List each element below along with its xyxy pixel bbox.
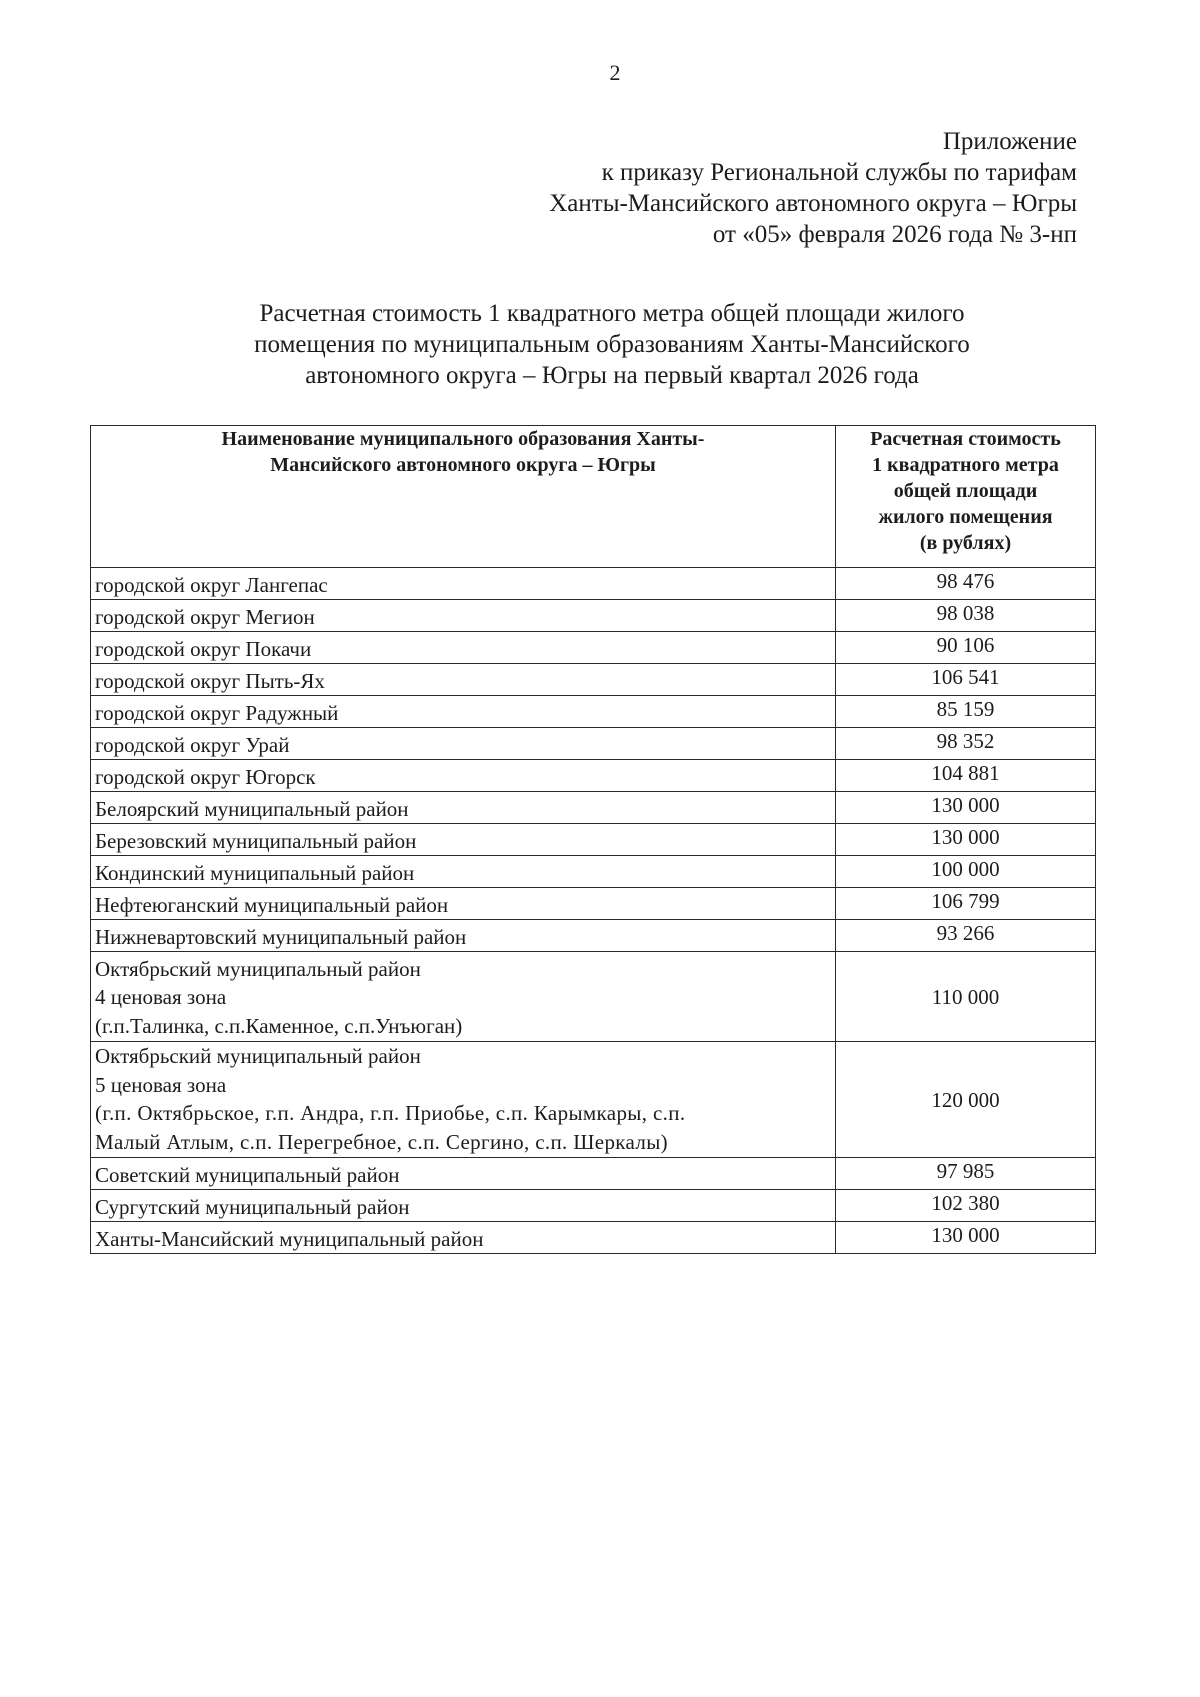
table-row bbox=[91, 888, 1096, 920]
price-value: 130 000 bbox=[836, 792, 1096, 824]
municipality-name: Советский муниципальный район bbox=[91, 1158, 836, 1190]
title-line: автономного округа – Югры на первый квартал 2026 года bbox=[305, 362, 919, 389]
price-value: 130 000 bbox=[836, 1222, 1096, 1254]
table-row bbox=[91, 856, 1096, 888]
table-row bbox=[91, 1190, 1096, 1222]
price-value: 98 476 bbox=[836, 568, 1096, 600]
municipality-name: Октябрьский муниципальный район 4 ценовая зона (г.п.Талинка, с.п.Каменное, с.п.Унъюган) bbox=[91, 952, 836, 1042]
appendix-label: Приложение bbox=[942, 128, 1077, 155]
appendix-header bbox=[549, 126, 1077, 250]
header-municipality: Наименование муниципального образования Ханты- Мансийского автономного округа – Югры bbox=[91, 426, 836, 568]
table-row-oktyabrsky-zone-4 bbox=[91, 952, 1096, 1042]
table-header-row bbox=[91, 426, 1096, 568]
price-value: 130 000 bbox=[836, 824, 1096, 856]
table-row bbox=[91, 568, 1096, 600]
table-row bbox=[91, 696, 1096, 728]
price-table bbox=[90, 425, 1096, 1254]
price-value: 120 000 bbox=[836, 1042, 1096, 1158]
price-value: 98 352 bbox=[836, 728, 1096, 760]
municipality-name: Октябрьский муниципальный район 5 ценовая зона (г.п. Октябрьское, г.п. Андра, г.п. Приобье, с.п. Карымкары, с.п. Малый Атлым, с.п. Перегребное, с.п. Сергино, с.п. Шеркалы) bbox=[91, 1042, 836, 1158]
municipality-name: городской округ Урай bbox=[91, 728, 836, 760]
document-title bbox=[112, 298, 1112, 391]
price-value: 97 985 bbox=[836, 1158, 1096, 1190]
municipality-name: городской округ Пыть-Ях bbox=[91, 664, 836, 696]
price-value: 106 799 bbox=[836, 888, 1096, 920]
table-row-oktyabrsky-zone-5 bbox=[91, 1042, 1096, 1158]
price-value: 110 000 bbox=[836, 952, 1096, 1042]
municipality-name: городской округ Югорск bbox=[91, 760, 836, 792]
table-row bbox=[91, 664, 1096, 696]
price-value: 100 000 bbox=[836, 856, 1096, 888]
municipality-name: Кондинский муниципальный район bbox=[91, 856, 836, 888]
table-row bbox=[91, 600, 1096, 632]
price-value: 85 159 bbox=[836, 696, 1096, 728]
municipality-name: Нефтеюганский муниципальный район bbox=[91, 888, 836, 920]
price-value: 93 266 bbox=[836, 920, 1096, 952]
municipality-name: Белоярский муниципальный район bbox=[91, 792, 836, 824]
price-value: 106 541 bbox=[836, 664, 1096, 696]
title-line: Расчетная стоимость 1 квадратного метра общей площади жилого bbox=[259, 300, 965, 327]
table-row bbox=[91, 632, 1096, 664]
page-number: 2 bbox=[609, 60, 621, 85]
municipality-name: Березовский муниципальный район bbox=[91, 824, 836, 856]
price-value: 102 380 bbox=[836, 1190, 1096, 1222]
table-row bbox=[91, 728, 1096, 760]
price-value: 98 038 bbox=[836, 600, 1096, 632]
table-row bbox=[91, 1158, 1096, 1190]
appendix-date-line: от «05» февраля 2026 года № 3-нп bbox=[712, 221, 1077, 248]
price-value: 104 881 bbox=[836, 760, 1096, 792]
table-row bbox=[91, 1222, 1096, 1254]
price-value: 90 106 bbox=[836, 632, 1096, 664]
header-price: Расчетная стоимость 1 квадратного метра общей площади жилого помещения (в рублях) bbox=[836, 426, 1096, 568]
table-row bbox=[91, 792, 1096, 824]
municipality-name: Нижневартовский муниципальный район bbox=[91, 920, 836, 952]
municipality-name: Ханты-Мансийский муниципальный район bbox=[91, 1222, 836, 1254]
municipality-name: Сургутский муниципальный район bbox=[91, 1190, 836, 1222]
municipality-name: городской округ Мегион bbox=[91, 600, 836, 632]
municipality-name: городской округ Покачи bbox=[91, 632, 836, 664]
municipality-name: городской округ Лангепас bbox=[91, 568, 836, 600]
table-row bbox=[91, 760, 1096, 792]
municipality-name: городской округ Радужный bbox=[91, 696, 836, 728]
appendix-order-line: к приказу Региональной службы по тарифам bbox=[601, 159, 1077, 186]
title-line: помещения по муниципальным образованиям Ханты-Мансийского bbox=[254, 331, 970, 358]
table-row bbox=[91, 920, 1096, 952]
appendix-region-line: Ханты-Мансийского автономного округа – Югры bbox=[549, 190, 1077, 217]
table-row bbox=[91, 824, 1096, 856]
